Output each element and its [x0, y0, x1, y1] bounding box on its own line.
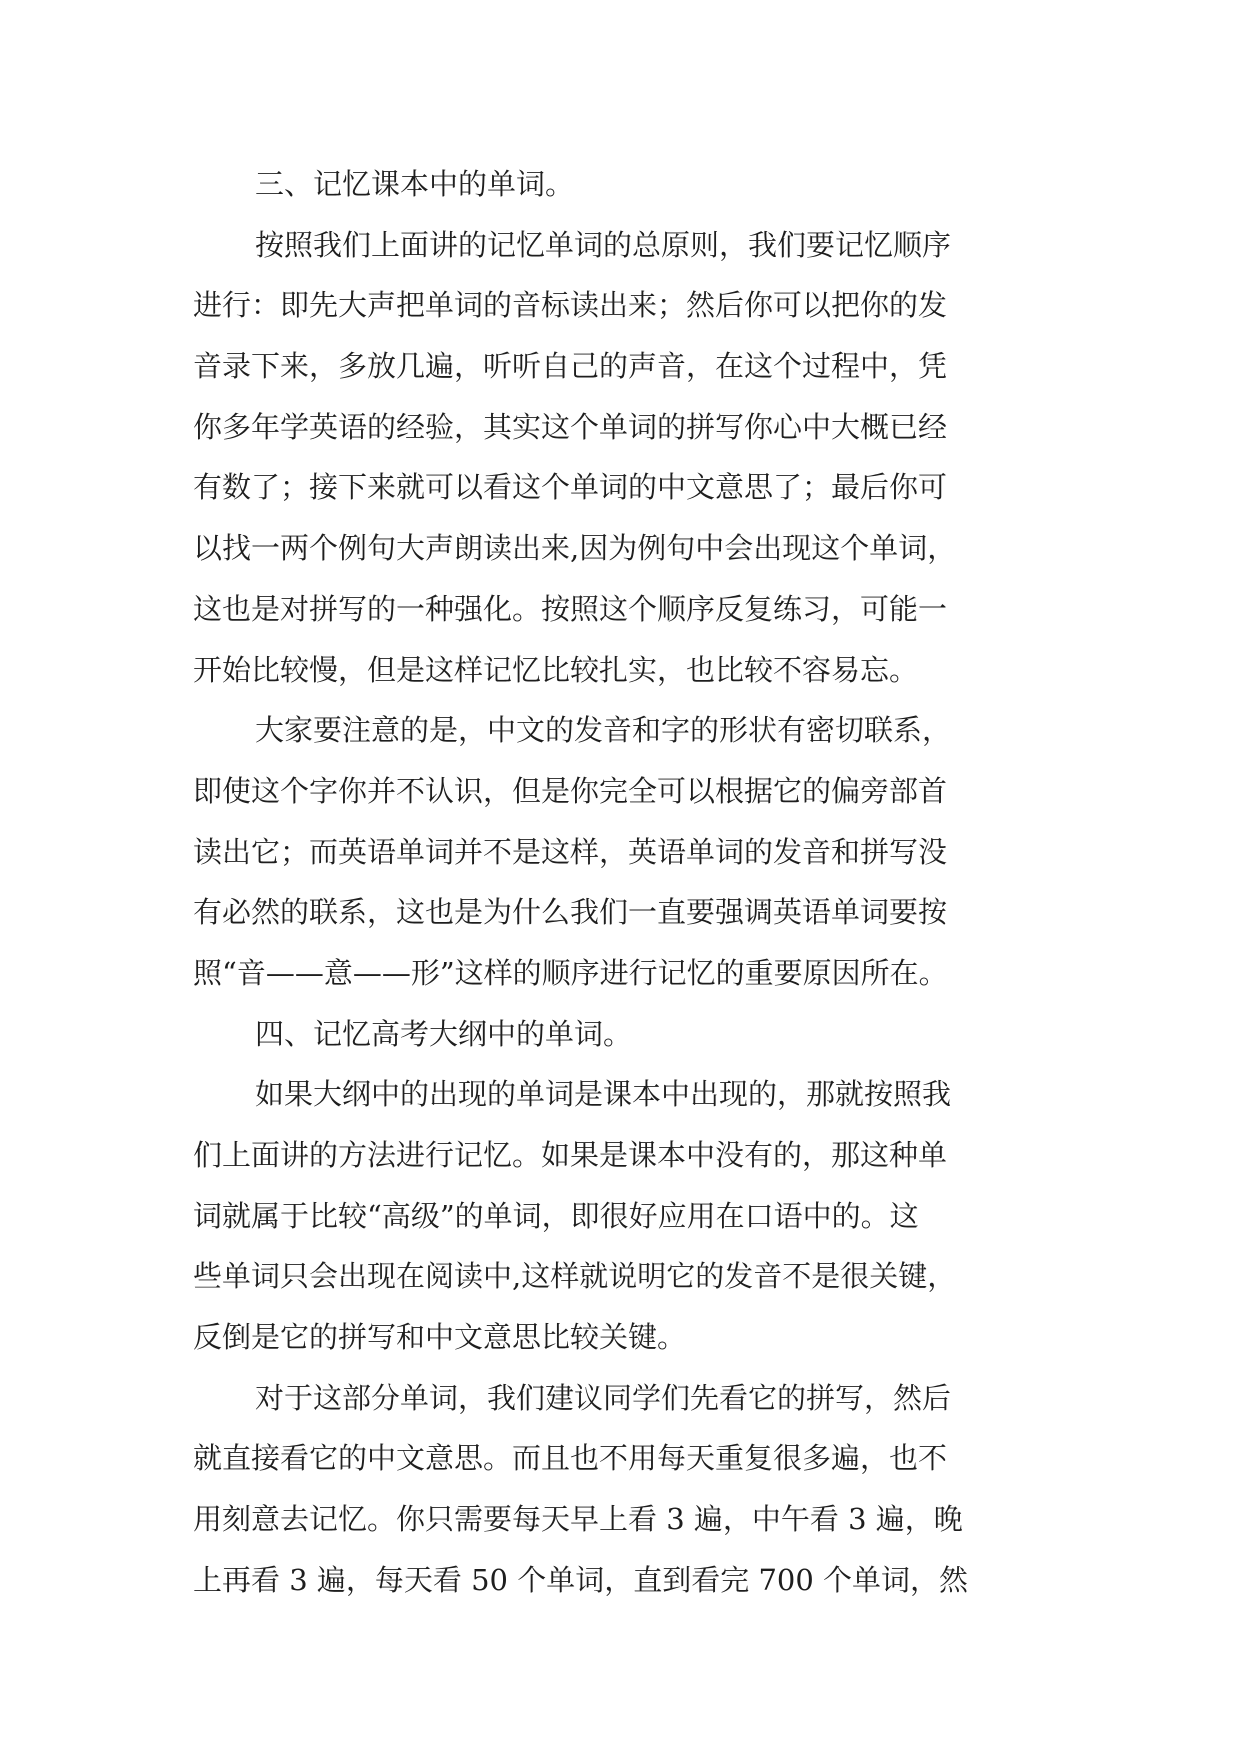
paragraph-line: 你多年学英语的经验，其实这个单词的拼写你心中大概已经 — [193, 409, 948, 444]
paragraph-line: 反倒是它的拼写和中文意思比较关键。 — [193, 1320, 687, 1355]
section-heading: 三、记忆课本中的单词。 — [255, 167, 575, 201]
paragraph-line: 以找一两个例句大声朗读出来,因为例句中会出现这个单词， — [193, 531, 957, 566]
paragraph-line: 有必然的联系，这也是为什么我们一直要强调英语单词要按 — [193, 895, 948, 930]
paragraph-line: 上再看 3 遍，每天看 50 个单词，直到看完 700 个单词，然 — [193, 1562, 969, 1597]
paragraph-line: 即使这个字你并不认识，但是你完全可以根据它的偏旁部首 — [193, 773, 948, 808]
paragraph-line: 如果大纲中的出现的单词是课本中出现的，那就按照我 — [255, 1077, 952, 1112]
paragraph-line: 照“音——意——形”这样的顺序进行记忆的重要原因所在。 — [193, 955, 948, 990]
paragraph-line: 就直接看它的中文意思。而且也不用每天重复很多遍，也不 — [193, 1441, 948, 1476]
paragraph-line: 这也是对拼写的一种强化。按照这个顺序反复练习，可能一 — [193, 591, 948, 626]
paragraph-line: 大家要注意的是，中文的发音和字的形状有密切联系， — [255, 713, 952, 748]
paragraph-line: 们上面讲的方法进行记忆。如果是课本中没有的，那这种单 — [193, 1138, 948, 1172]
paragraph-line: 些单词只会出现在阅读中,这样就说明它的发音不是很关键， — [193, 1259, 957, 1294]
paragraph-line: 词就属于比较“高级”的单词，即很好应用在口语中的。这 — [193, 1198, 919, 1233]
paragraph-line: 进行：即先大声把单词的音标读出来；然后你可以把你的发 — [193, 288, 948, 323]
paragraph-line: 开始比较慢，但是这样记忆比较扎实，也比较不容易忘。 — [193, 652, 919, 687]
paragraph-line: 音录下来，多放几遍，听听自己的声音，在这个过程中，凭 — [193, 349, 948, 384]
paragraph-line: 按照我们上面讲的记忆单词的总原则，我们要记忆顺序 — [255, 227, 952, 262]
paragraph-line: 用刻意去记忆。你只需要每天早上看 3 遍，中午看 3 遍，晚 — [193, 1502, 963, 1537]
paragraph-line: 对于这部分单词，我们建议同学们先看它的拼写，然后 — [255, 1380, 952, 1415]
document-body — [193, 154, 1073, 1611]
paragraph-line: 有数了；接下来就可以看这个单词的中文意思了；最后你可 — [193, 470, 948, 505]
section-heading: 四、记忆高考大纲中的单词。 — [255, 1016, 633, 1051]
paragraph-line: 读出它；而英语单词并不是这样，英语单词的发音和拼写没 — [193, 834, 948, 869]
